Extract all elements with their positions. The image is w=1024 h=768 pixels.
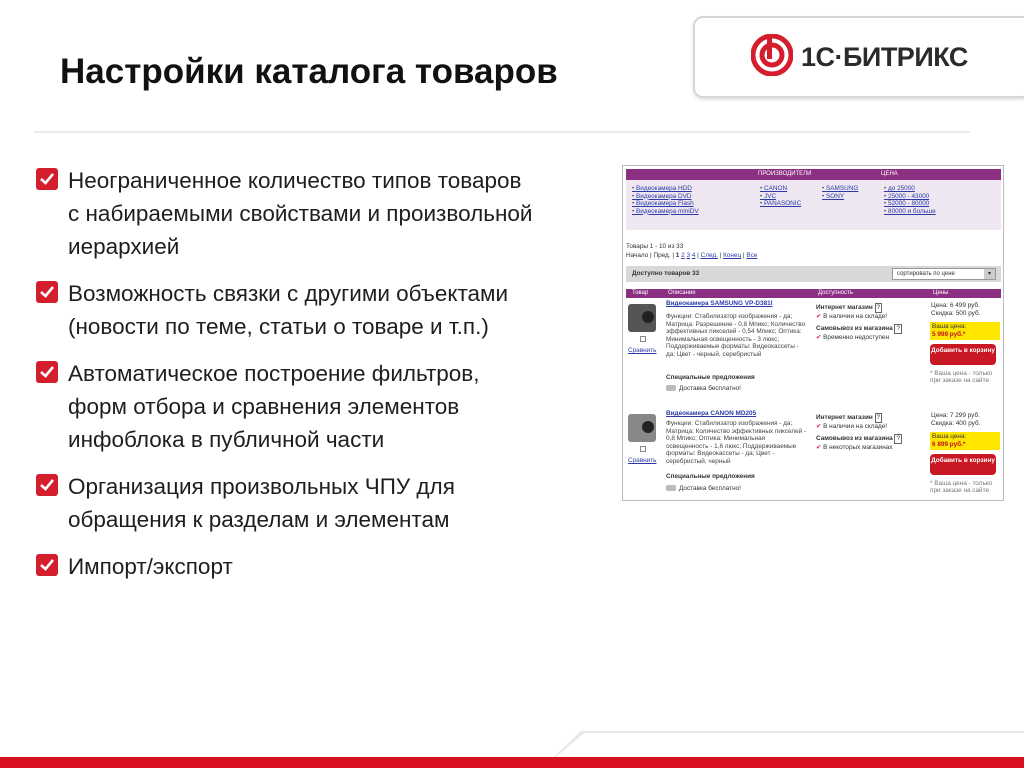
delivery-note: Доставка бесплатно! [666, 485, 741, 492]
footer-bar [0, 757, 1024, 768]
table-row [626, 300, 1001, 416]
filter-link[interactable]: • Видеокамера DVD [632, 193, 699, 201]
compare-checkbox[interactable] [640, 336, 646, 342]
list-item: Автоматическое построение фильтров, форм отбора и сравнения элементов инфоблока в публичной части [36, 357, 536, 456]
add-to-cart-button[interactable]: Добавить в корзину [930, 454, 996, 475]
catalog-screenshot [622, 165, 1004, 501]
maker-filter [760, 185, 801, 208]
filter-header-bar [626, 169, 1001, 180]
filter-link[interactable]: • 25000 - 43000 [884, 193, 936, 201]
filter-link[interactable]: • CANON [760, 185, 801, 193]
filter-link[interactable]: • SONY [822, 193, 858, 201]
compare-link[interactable]: Сравнить [628, 347, 657, 354]
product-desc: Функции: Стабилизатор изображения - да; Матрица: Разрешение - 0,8 Мпикс; Количество эффективных пикселей - 0,54 Мпикс; Оптика: Минимальная освещенность - 3 люкс; Поддерживаемые форматы: Видеокассеты - да; Цвет - черный, серебристый [666, 313, 806, 358]
logo-text: 1С·БИТРИКС [801, 42, 968, 72]
next-link[interactable]: След. [700, 252, 718, 259]
category-filter [632, 185, 699, 215]
makers-header: ПРОИЗВОДИТЕЛИ [758, 171, 812, 177]
checkbox-icon [36, 361, 58, 383]
product-image[interactable] [628, 304, 656, 332]
special-offers: Специальные предложения [666, 374, 755, 381]
maker-filter-2 [822, 185, 858, 200]
your-price: Ваша цена: 6 899 руб.* [930, 432, 1000, 450]
filter-link[interactable]: • PANASONIC [760, 200, 801, 208]
help-icon[interactable]: ? [896, 325, 901, 332]
list-item: Неограниченное количество типов товаров с набираемыми свойствами и произвольной иерархией [36, 164, 536, 263]
filter-link[interactable]: • Видеокамера Flash [632, 200, 699, 208]
special-offers: Специальные предложения [666, 473, 755, 480]
filter-link[interactable]: • 52000 - 80000 [884, 200, 936, 208]
page-link[interactable]: 3 [686, 252, 691, 259]
compare-link[interactable]: Сравнить [628, 457, 657, 464]
add-to-cart-button[interactable]: Добавить в корзину [930, 344, 996, 365]
feature-list [36, 164, 536, 597]
divider [34, 131, 970, 133]
end-link[interactable]: Конец [723, 252, 742, 259]
price-note: * Ваша цена - только при заказе на сайте [930, 370, 993, 384]
bitrix-logo-icon [751, 34, 793, 76]
product-image[interactable] [628, 414, 656, 442]
price-header: ЦЕНА [881, 171, 898, 177]
filter-link[interactable]: • Видеокамера HDD [632, 185, 699, 193]
filter-link[interactable]: • JVC [760, 193, 801, 201]
price-block: Цена: 7 299 руб. Скидка: 400 руб. [931, 412, 981, 427]
checkbox-icon [36, 554, 58, 576]
availability: Интернет магазин ? ✔ В наличии на складе! Самовывоз из магазина ? ✔ В некоторых магазинах [816, 413, 902, 451]
filter-link[interactable]: • 80000 и больше [884, 208, 936, 216]
slide-title: Настройки каталога товаров [60, 52, 558, 91]
checkbox-icon [36, 474, 58, 496]
footer-tab-inner [556, 733, 1024, 757]
list-item: Импорт/экспорт [36, 550, 536, 583]
table-header: Товар Описание Доступность Цены [626, 289, 1001, 298]
price-note: * Ваша цена - только при заказе на сайте [930, 480, 993, 494]
page-link[interactable]: 4 [691, 252, 696, 259]
all-link[interactable]: Все [746, 252, 758, 259]
brand-logo [693, 16, 1024, 98]
sort-select[interactable]: сортировать по цене ▾ [892, 268, 996, 280]
product-name[interactable]: Видеокамера CANON MD205 [666, 410, 757, 417]
filter-panel [626, 180, 1001, 230]
availability: Интернет магазин ? ✔ В наличии на складе! Самовывоз из магазина ? ✔ Временно недоступен [816, 303, 902, 341]
list-item: Возможность связки с другими объектами (новости по теме, статьи о товаре и т.п.) [36, 277, 536, 343]
pagination: Товары 1 - 10 из 33 Начало | Пред. | 1 2 3 4 | След. | Конец | Все [626, 243, 758, 259]
table-row [626, 410, 1001, 501]
help-icon[interactable]: ? [896, 435, 901, 442]
help-icon[interactable]: ? [876, 414, 881, 421]
product-desc: Функции: Стабилизатор изображения - да; Матрица: Количество эффективных пикселей - 0,8 Мпикс; Оптика: Минимальная освещенность - 1,6 люкс; Поддерживаемые форматы: Видеокассеты - да; Цвет - серебристый, черный [666, 420, 807, 465]
checkbox-icon [36, 168, 58, 190]
list-item: Организация произвольных ЧПУ для обращения к разделам и элементам [36, 470, 536, 536]
delivery-note: Доставка бесплатно! [666, 385, 741, 392]
product-name[interactable]: Видеокамера SAMSUNG VP-D381I [666, 300, 773, 307]
filter-link[interactable]: • до 25000 [884, 185, 936, 193]
available-bar: Доступно товаров 33 сортировать по цене ▾ [626, 266, 1001, 282]
price-filter [884, 185, 936, 215]
compare-checkbox[interactable] [640, 446, 646, 452]
filter-link[interactable]: • SAMSUNG [822, 185, 858, 193]
filter-link[interactable]: • Видеокамера miniDV [632, 208, 699, 216]
your-price: Ваша цена: 5 999 руб.* [930, 322, 1000, 340]
page-link[interactable]: 2 [681, 252, 685, 259]
checkbox-icon [36, 281, 58, 303]
help-icon[interactable]: ? [876, 304, 881, 311]
price-block: Цена: 6 499 руб. Скидка: 500 руб. [931, 302, 981, 317]
